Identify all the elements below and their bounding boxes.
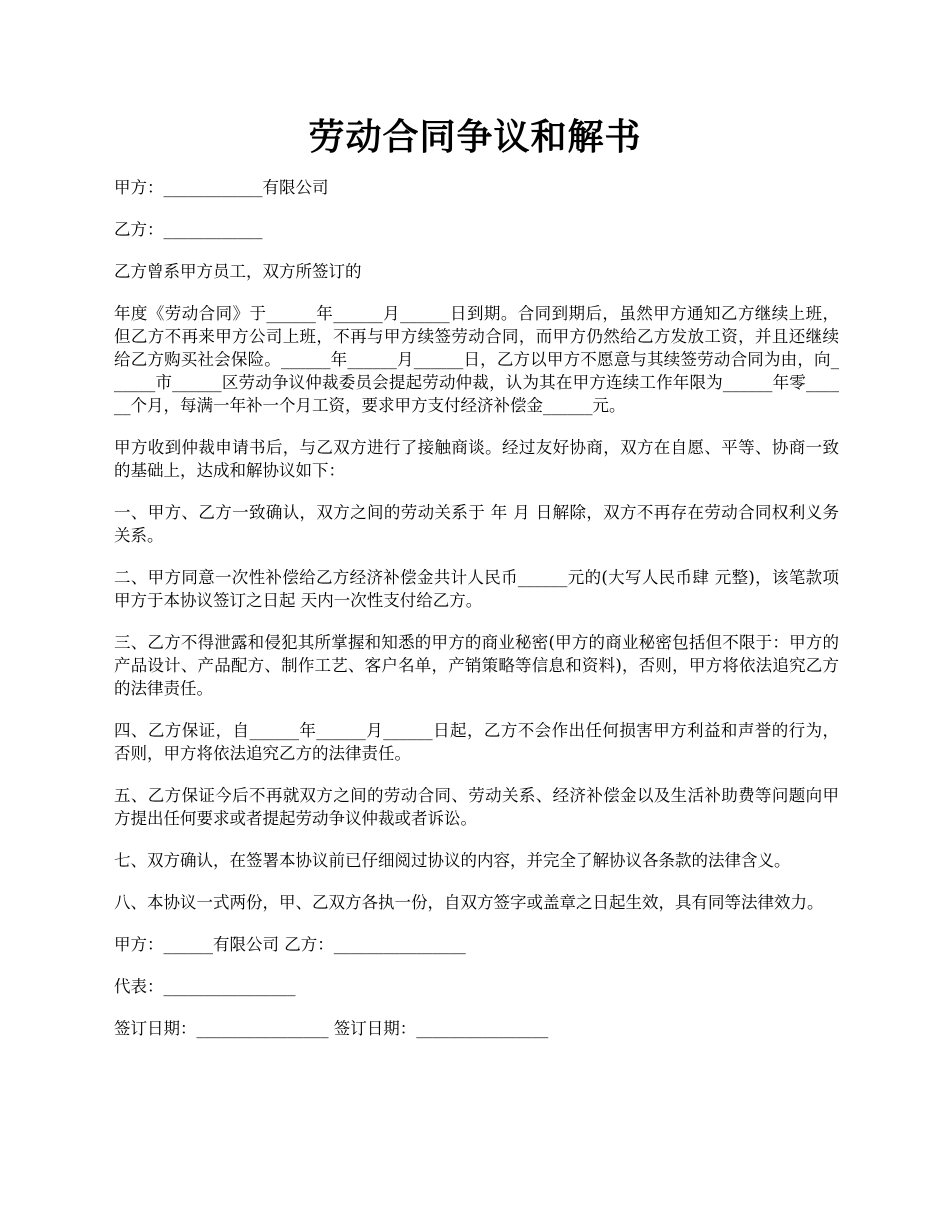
signature-parties-line: 甲方：______有限公司 乙方：________________	[114, 935, 466, 954]
intro-paragraph: 乙方曾系甲方员工，双方所签订的	[114, 262, 362, 281]
document-body	[114, 176, 839, 1059]
signature-date-line: 签订日期：________________ 签订日期：________________	[114, 1019, 549, 1038]
clause-2: 二、甲方同意一次性补偿给乙方经济补偿金共计人民币______元的(大写人民币肆 元整)，该笔款项甲方于本协议签订之日起 天内一次性支付给乙方。	[114, 568, 839, 610]
clause-5: 五、乙方保证今后不再就双方之间的劳动合同、劳动关系、经济补偿金以及生活补助费等问题向甲方提出任何要求或者提起劳动争议仲裁或者诉讼。	[114, 786, 839, 828]
background-paragraph: 年度《劳动合同》于______年______月______日到期。合同到期后，虽然甲方通知乙方继续上班，但乙方不再来甲方公司上班，不再与甲方续签劳动合同，而甲方仍然给乙方发放工资，并且还继续给乙方购买社会保险。______年______月______日，乙方以甲方不愿意与其续签劳动合同为由，向______市______区劳动争议仲裁委员会提起劳动仲裁，认为其在甲方连续工作年限为______年零______个月，每满一年补一个月工资，要求甲方支付经济补偿金______元。	[114, 304, 839, 415]
clause-4: 四、乙方保证，自______年______月______日起，乙方不会作出任何损害甲方利益和声誉的行为，否则，甲方将依法追究乙方的法律责任。	[114, 721, 839, 763]
clause-7: 七、双方确认，在签署本协议前已仔细阅过协议的内容，并完全了解协议各条款的法律含义。	[114, 851, 791, 870]
document-title: 劳动合同争议和解书	[308, 116, 642, 158]
clause-8: 八、本协议一式两份，甲、乙双方各执一份，自双方签字或盖章之日起生效，具有同等法律效力。	[114, 893, 824, 912]
party-b-line: 乙方：____________	[114, 220, 263, 239]
clause-1: 一、甲方、乙方一致确认，双方之间的劳动关系于 年 月 日解除，双方不再存在劳动合同权利义务关系。	[114, 503, 839, 545]
negotiation-paragraph: 甲方收到仲裁申请书后，与乙双方进行了接触商谈。经过友好协商，双方在自愿、平等、协商一致的基础上，达成和解协议如下：	[114, 438, 839, 480]
signature-representative-line: 代表：________________	[114, 977, 296, 996]
clause-3: 三、乙方不得泄露和侵犯其所掌握和知悉的甲方的商业秘密(甲方的商业秘密包括但不限于：甲方的产品设计、产品配方、制作工艺、客户名单，产销策略等信息和资料)，否则，甲方将依法追究乙方的法律责任。	[114, 633, 839, 698]
party-a-line: 甲方：____________有限公司	[114, 178, 329, 197]
